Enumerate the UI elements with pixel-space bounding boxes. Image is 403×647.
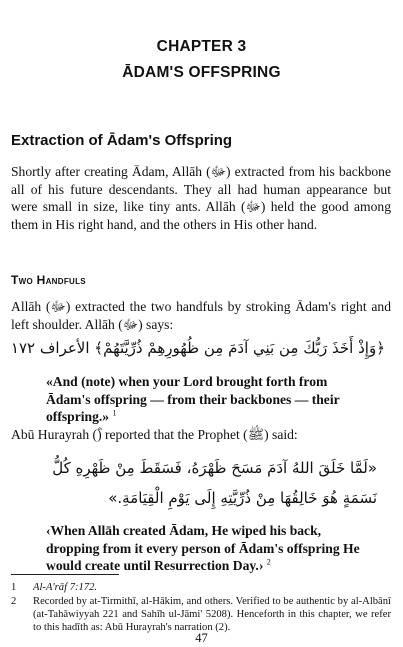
arabic-verse: ﴿وَإِذْ أَخَذَ رَبُّكَ مِن بَنِي آدَمَ مِن ظُهُورِهِمْ ذُرِّيَّتَهُمْ﴾ الأعراف ١٧٢ (10, 339, 385, 357)
section-heading: Extraction of Ādam's Offspring (11, 132, 233, 149)
footnote-number: 1 (11, 582, 17, 593)
chapter-title: ĀDAM'S OFFSPRING (122, 64, 281, 81)
paragraph-two-handfuls: Allāh (ﷻ) extracted the two handfuls by stroking Ādam's right and left shoulder. Allāh (ﷻ) says: (11, 299, 391, 332)
verse-translation-text: «And (note) when your Lord brought forth from Ādam's offspring — from their backbones — their offspring.» (46, 374, 340, 425)
paragraph-intro: Shortly after creating Ādam, Allāh (ﷻ) extracted from his backbone all of his future descendants. They all had human appearance but were small in size, like tiny ants. Allāh (ﷻ) held the good among them in His right hand, and the others in His other hand. (11, 164, 391, 232)
footnote-number: 2 (11, 596, 17, 607)
hadith-translation (46, 522, 374, 575)
footnote-ref-2: 2 (266, 557, 271, 567)
footnote-divider (11, 574, 119, 575)
footnote-text: Al-A'rāf 7:172. (33, 582, 98, 593)
arabic-hadith: «لَمَّا خَلَقَ اللهُ آدَمَ مَسَحَ ظَهْرَهُ، فَسَقَطَ مِنْ ظَهْرِهِ كُلُّ نَسَمَةٍ هُوَ خَالِقُهَا مِنْ ذُرِّيَّتِهِ إِلَى يَوْمِ الْقِيَامَةِ.» (52, 459, 377, 507)
chapter-label: CHAPTER 3 (156, 38, 247, 55)
footnote-ref-1: 1 (112, 408, 117, 418)
footnote-text: Recorded by at-Tirmithī, al-Hākim, and others. Verified to be authentic by al-Albānī (at-Tahāwiyyah 221 and Sahīh ul-Jāmi' 5208). Henceforth in this chapter, we refer to this hadīth as: Abū Hurayrah's narration (2). (33, 596, 391, 633)
subsection-heading: Two Handfuls (11, 273, 86, 287)
paragraph-narration: Abū Hurayrah (ؓ) reported that the Prophet (ﷺ) said: (11, 427, 298, 442)
hadith-translation-text: ‹When Allāh created Ādam, He wiped his back, dropping from it every person of Ādam's offspring He would create until Resurrection Day.› (46, 523, 360, 574)
page-number: 47 (195, 631, 208, 645)
verse-translation (46, 373, 374, 426)
